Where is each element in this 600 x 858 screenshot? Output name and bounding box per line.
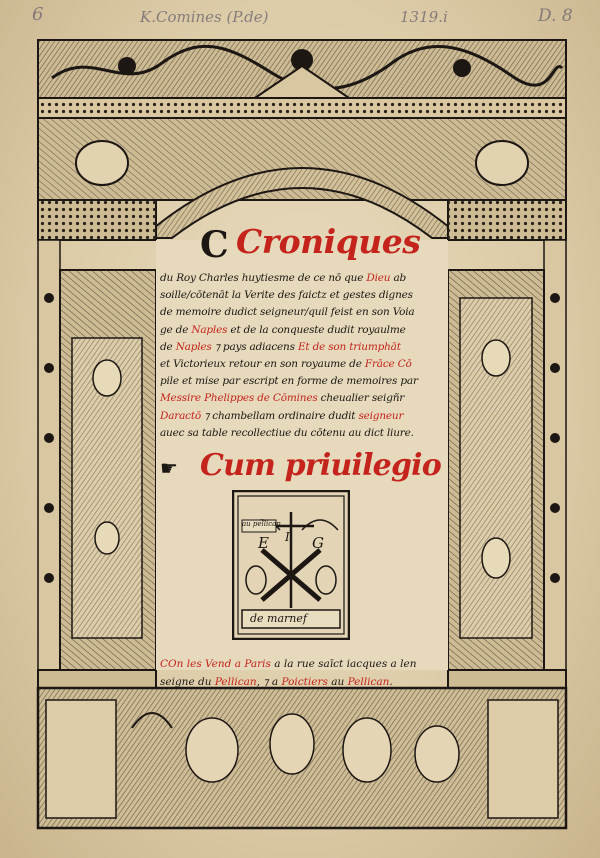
imprint-segment: On les Vend a	[168, 658, 245, 670]
imprint-segment: Pellican	[214, 676, 257, 688]
imprint-segment: , ⁊ a	[256, 676, 282, 688]
title-word: Croniques	[236, 222, 421, 261]
printer-mark-letter-1: E	[258, 534, 269, 552]
body-text-segment: cheualier seigñr	[317, 392, 405, 405]
body-text-segment: auec sa table recollectiue du cōtenu au dict liure.	[160, 426, 414, 439]
body-text-line	[160, 392, 404, 404]
body-text-segment: du Roy Charles huytiesme de ce nō que	[160, 272, 367, 284]
annotation-left-number: 6	[32, 4, 44, 25]
imprint-segment: a len	[387, 658, 417, 670]
body-text-segment: Daractō	[160, 409, 201, 422]
imprint-segment: saīct iacques	[318, 658, 388, 670]
top-frieze	[38, 40, 566, 100]
body-text-segment: et Victorieux retour en son royaume de	[160, 358, 365, 370]
body-text-segment: Naples	[175, 340, 212, 353]
body-text-line	[160, 410, 403, 422]
title-initial: C	[200, 224, 229, 266]
body-text-line	[160, 272, 406, 284]
bottom-scene-panel	[38, 688, 566, 828]
body-text-segment: ⁊ chambellam ordinaire dudit	[200, 409, 359, 422]
privilege-text: Cum priuilegio	[200, 448, 441, 483]
imprint-segment: Paris	[244, 658, 271, 670]
right-pillar	[448, 240, 566, 680]
imprint-segment: au	[327, 676, 348, 688]
pointing-hand-icon: ☛	[160, 456, 178, 480]
imprint-line	[160, 676, 393, 688]
printer-mark-letter-3: G	[312, 534, 324, 552]
printer-mark-letter-2: I	[285, 530, 290, 544]
body-text-line	[160, 341, 401, 353]
body-text-segment: ab	[390, 272, 407, 284]
body-text-segment: et de la conqueste dudit royaulme	[227, 323, 406, 336]
imprint-segment: C	[160, 658, 169, 670]
body-text-segment: Dieu	[366, 272, 391, 284]
body-text-segment: Frāce	[364, 358, 395, 370]
privilege-line	[160, 446, 445, 492]
annotation-shelf-number: 1319.i	[400, 8, 448, 26]
body-text-segment: de	[160, 340, 176, 353]
imprint-segment: seigne du	[160, 676, 215, 688]
body-text-line	[160, 358, 412, 370]
imprint-line	[160, 658, 416, 670]
imprint-segment: a la rue	[270, 658, 319, 670]
body-text-line	[160, 375, 418, 387]
body-text-segment: soille/cōtenāt la Verite des faictz et gestes dignes	[160, 289, 413, 302]
annotation-catalog-note: K.Comines (P.de)	[140, 8, 269, 26]
body-text-segment: ge de	[160, 323, 192, 336]
body-text-segment: de memoire dudict seigneur/quil feist en son Voia	[160, 306, 415, 319]
title-block	[200, 222, 450, 266]
body-text-segment: Messire Phelippes de Cōmines	[160, 392, 318, 405]
body-text-line	[160, 306, 414, 318]
imprint-segment: .	[389, 676, 393, 688]
body-text-segment: Cō	[394, 358, 412, 370]
printer-mark-banner-bottom: de marnef	[250, 612, 307, 625]
body-text-segment: pile et mise par escript en forme de memoires par	[160, 375, 418, 388]
body-text-segment: Et de son triumphāt	[297, 340, 401, 353]
body-text-line	[160, 289, 413, 301]
annotation-right-mark: D. 8	[538, 6, 573, 26]
body-text-line	[160, 324, 406, 336]
printer-mark	[232, 490, 350, 640]
left-pillar	[38, 240, 156, 680]
imprint-segment: Poictiers	[281, 676, 328, 688]
body-text-segment: Naples	[191, 323, 228, 336]
body-text-segment: seigneur	[358, 409, 404, 422]
imprint-segment: Pellican	[347, 676, 390, 688]
body-text-segment: ⁊ pays adiacens	[211, 340, 298, 353]
body-text-line	[160, 427, 414, 439]
printer-mark-banner-top: au pellican	[242, 520, 281, 528]
